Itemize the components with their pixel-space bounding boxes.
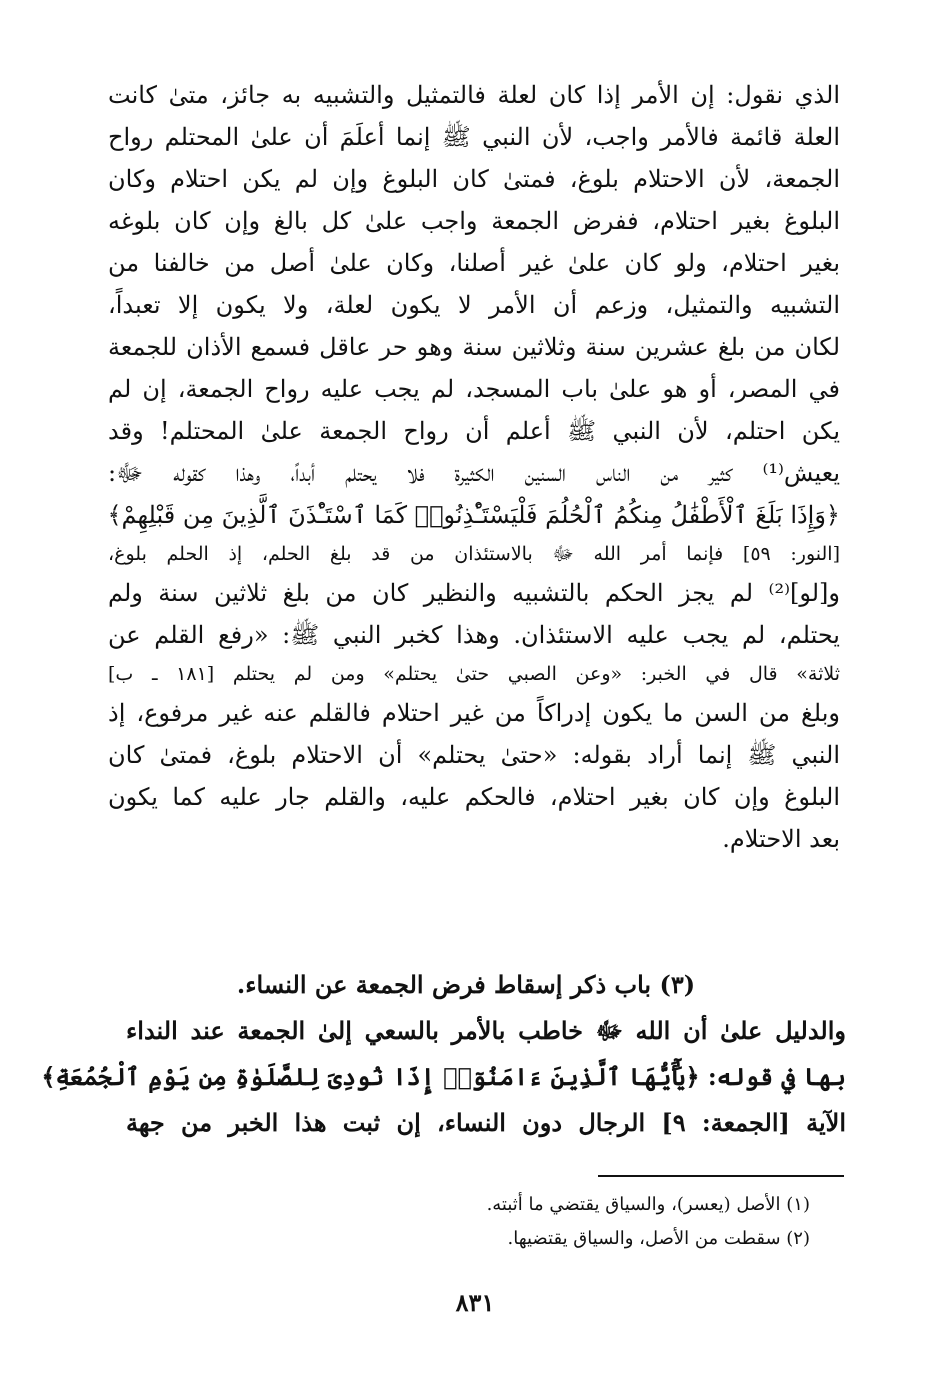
chapter-heading: (٣) باب ذكر إسقاط فرض الجمعة عن النساء. — [236, 970, 696, 999]
text-line: الجمعة، لأن الاحتلام بلوغ، فمتىٰ كان البلوغ وإن لم يكن احتلام وكان — [108, 165, 840, 193]
text-line: البلوغ وإن كان بغير احتلام، فالحكم عليه، والقلم جار عليه كما يكون — [108, 783, 840, 811]
page-number: ٨٣١ — [455, 1288, 495, 1317]
text-line: التشبيه والتمثيل، وزعم أن الأمر لا يكون لعلة، ولا يكون إلا تعبداً، — [108, 291, 840, 319]
footnote: (١) الأصل (يعسر)، والسياق يقتضي ما أثبته. — [486, 1194, 810, 1215]
text-line: وبلغ من السن ما يكون إدراكاً من غير احتلام فالقلم عنه غير مرفوع، إذ — [108, 699, 840, 727]
text-line: و[لو]⁽²⁾ لم يجز الحكم بالتشبيه والنظير كان من بلغ ثلاثين سنة ولم — [108, 579, 840, 607]
section-text-line: الآية [الجمعة: ٩] الرجال دون النساء، إن ثبت هذا الخبر من جهة — [126, 1108, 847, 1137]
text-line: يعيش⁽¹⁾ كثير من الناس السنين الكثيرة فلا يحتلم أبداً، وهذا كقوله ﷻ: — [108, 459, 840, 487]
quran-verse-line: ﴿وَإِذَا بَلَغَ ٱلْأَطْفَٰلُ مِنكُمُ ٱلْحُلُمَ فَلْيَسْتَـْٔذِنُوا۟ كَمَا ٱسْتَـْٔذَنَ ٱلَّذِينَ مِن قَبْلِهِمْ﴾ — [107, 501, 840, 529]
text-line: [النور: ٥٩] فإنما أمر الله ﷻ بالاستئذان من قد بلغ الحلم، إذ الحلم بلوغ، — [108, 543, 840, 565]
text-line: الذي نقول: إن الأمر إذا كان لعلة فالتمثيل والتشبيه به جائز، متىٰ كانت — [108, 81, 840, 109]
text-line: العلة قائمة فالأمر واجب، لأن النبي ﷺ إنما أعلَمَ أن علىٰ المحتلم رواح — [108, 123, 840, 151]
footnotes — [300, 1188, 810, 1256]
footnote-divider — [598, 1175, 844, 1177]
text-line: بغير احتلام، ولو كان علىٰ غير أصلنا، وكان علىٰ أصل من خالفنا من — [108, 249, 840, 277]
text-line: يكن احتلم، لأن النبي ﷺ أعلم أن رواح الجمعة علىٰ المحتلم! وقد — [108, 417, 840, 445]
main-text — [108, 74, 840, 860]
text-line: في المصر، أو هو علىٰ باب المسجد، لم يجب عليه رواح الجمعة، إن لم — [108, 375, 840, 403]
section-text-line: والدليل علىٰ أن الله ﷻ خاطب بالأمر بالسعي إلىٰ الجمعة عند النداء — [126, 1016, 846, 1045]
chapter-section — [41, 962, 847, 1146]
section-text-line: بها في قوله: ﴿يَٰٓأَيُّهَا ٱلَّذِينَ ءَامَنُوٓا۟ إِذَا نُودِىَ لِلصَّلَوٰةِ مِن يَوْمِ ٱلْجُمُعَةِ﴾ — [41, 1062, 846, 1091]
text-line: بعد الاحتلام. — [722, 825, 840, 853]
text-line: البلوغ بغير احتلام، ففرض الجمعة واجب علىٰ كل بالغ وإن كان بلوغه — [108, 207, 840, 235]
text-line: النبي ﷺ إنما أراد بقوله: «حتىٰ يحتلم» أن الاحتلام بلوغ، فمتىٰ كان — [108, 741, 840, 769]
text-line: لكان من بلغ عشرين سنة وثلاثين سنة وهو حر عاقل فسمع الأذان للجمعة — [108, 333, 840, 361]
footnote: (٢) سقطت من الأصل، والسياق يقتضيها. — [507, 1228, 810, 1249]
text-line: ثلاثة» قال في الخبر: «وعن الصبي حتىٰ يحتلم» ومن لم يحتلم [١٨١ ـ ب] — [108, 663, 840, 685]
text-line: يحتلم، لم يجب عليه الاستئذان. وهذا كخبر النبي ﷺ: «رفع القلم عن — [108, 621, 840, 649]
